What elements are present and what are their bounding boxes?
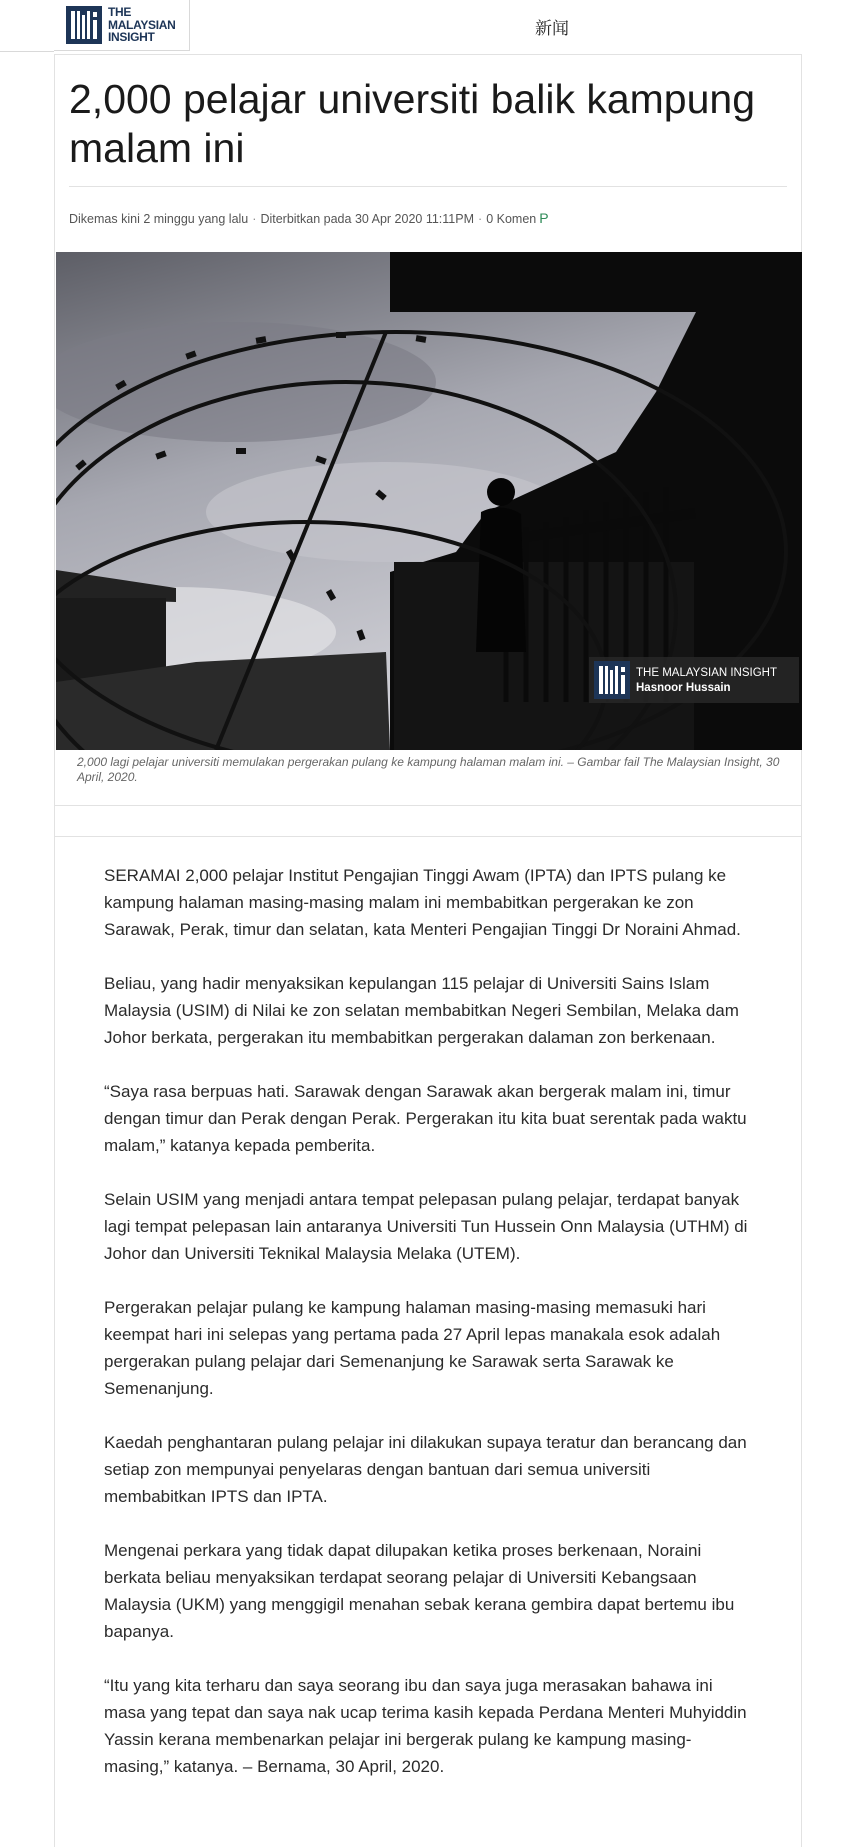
image-caption: 2,000 lagi pelajar universiti memulakan pergerakan pulang ke kampung halaman malam ini. – Gambar fail The Malaysian Insight, 30 April, 2020. — [77, 755, 780, 784]
watermark-photographer: Hasnoor Hussain — [636, 682, 731, 694]
logo-text — [108, 6, 188, 44]
article-paragraph: Kaedah penghantaran pulang pelajar ini dilakukan supaya teratur dan berancang dan setiap zon mempunyai penyelaras dengan bantuan dari semua universiti membabitkan IPTS dan IPTA. — [104, 1433, 747, 1506]
photo-watermark — [589, 657, 799, 703]
watermark-logo-icon — [594, 661, 630, 699]
divider — [55, 836, 801, 837]
logo-mark-icon — [66, 6, 102, 44]
divider — [55, 805, 801, 806]
divider — [69, 186, 787, 187]
article-card — [54, 54, 802, 1847]
article-title: 2,000 pelajar universiti balik kampung malam ini — [69, 76, 756, 171]
meta-separator: · — [252, 212, 257, 226]
article-paragraph: “Saya rasa berpuas hati. Sarawak dengan Sarawak akan bergerak malam ini, timur dengan timur dan Perak dengan Perak. Pergerakan itu kita buat serentak pada waktu malam,” katanya kepada pemberita. — [104, 1082, 747, 1155]
meta-separator: · — [478, 212, 483, 226]
article-paragraph: Pergerakan pelajar pulang ke kampung halaman masing-masing memasuki hari keempat hari ini selepas yang pertama pada 27 April lepas manakala esok adalah pergerakan pulang pelajar dari Semenanjung ke Sarawak serta Sarawak ke Semenanjung. — [104, 1298, 721, 1398]
article-paragraph: SERAMAI 2,000 pelajar Institut Pengajian Tinggi Awam (IPTA) dan IPTS pulang ke kampung halaman masing-masing malam ini membabitkan pergerakan ke zon Sarawak, Perak, timur dan selatan, kata Menteri Pengajian Tinggi Dr Noraini Ahmad. — [104, 866, 741, 939]
meta-comments-link[interactable]: 0 Komen — [486, 212, 537, 226]
site-logo[interactable] — [54, 0, 190, 51]
article-meta — [69, 210, 549, 226]
hero-image — [56, 252, 802, 750]
top-bar — [0, 0, 861, 52]
article-paragraph: Selain USIM yang menjadi antara tempat pelepasan pulang pelajar, terdapat banyak lagi tempat pelepasan lain antaranya Universiti Tun Hussein Onn Malaysia (UTHM) di Johor dan Universiti Teknikal Malaysia Melaka (UTEM). — [104, 1190, 748, 1263]
comment-p-icon[interactable]: P — [539, 210, 549, 226]
article-paragraph: Beliau, yang hadir menyaksikan kepulangan 115 pelajar di Universiti Sains Islam Malaysia (USIM) di Nilai ke zon selatan membabitkan Negeri Sembilan, Melaka dam Johor berkata, pergerakan itu membabitkan pergerakan dalaman zon berkenaan. — [104, 974, 739, 1047]
article-body — [104, 862, 754, 1807]
logo-text-line: THE — [108, 5, 132, 19]
article-paragraph: “Itu yang kita terharu dan saya seorang ibu dan saya juga merasakan bahawa ini masa yang tepat dan saya nak ucap terima kasih kepada Perdana Menteri Muhyiddin Yassin kerana membenarkan pelajar ini bergerak pulang ke kampung masing-masing,” katanya. – Bernama, 30 April, 2020. — [104, 1676, 747, 1776]
article-paragraph: Mengenai perkara yang tidak dapat dilupakan ketika proses berkenaan, Noraini berkata beliau menyaksikan terdapat seorang pelajar di Universiti Kebangsaan Malaysia (UKM) yang menggigil menahan sebak kerana gembira dapat bertemu ibu bapanya. — [104, 1541, 735, 1641]
divider — [0, 51, 54, 52]
logo-text-line: INSIGHT — [108, 30, 155, 44]
meta-published: Diterbitkan pada 30 Apr 2020 11:11PM — [260, 212, 475, 226]
watermark-brand: THE MALAYSIAN INSIGHT — [636, 667, 778, 679]
nav-link-news[interactable]: 新闻 — [535, 19, 569, 39]
logo-text-line: MALAYSIAN — [108, 17, 176, 32]
meta-updated: Dikemas kini 2 minggu yang lalu — [69, 212, 249, 226]
